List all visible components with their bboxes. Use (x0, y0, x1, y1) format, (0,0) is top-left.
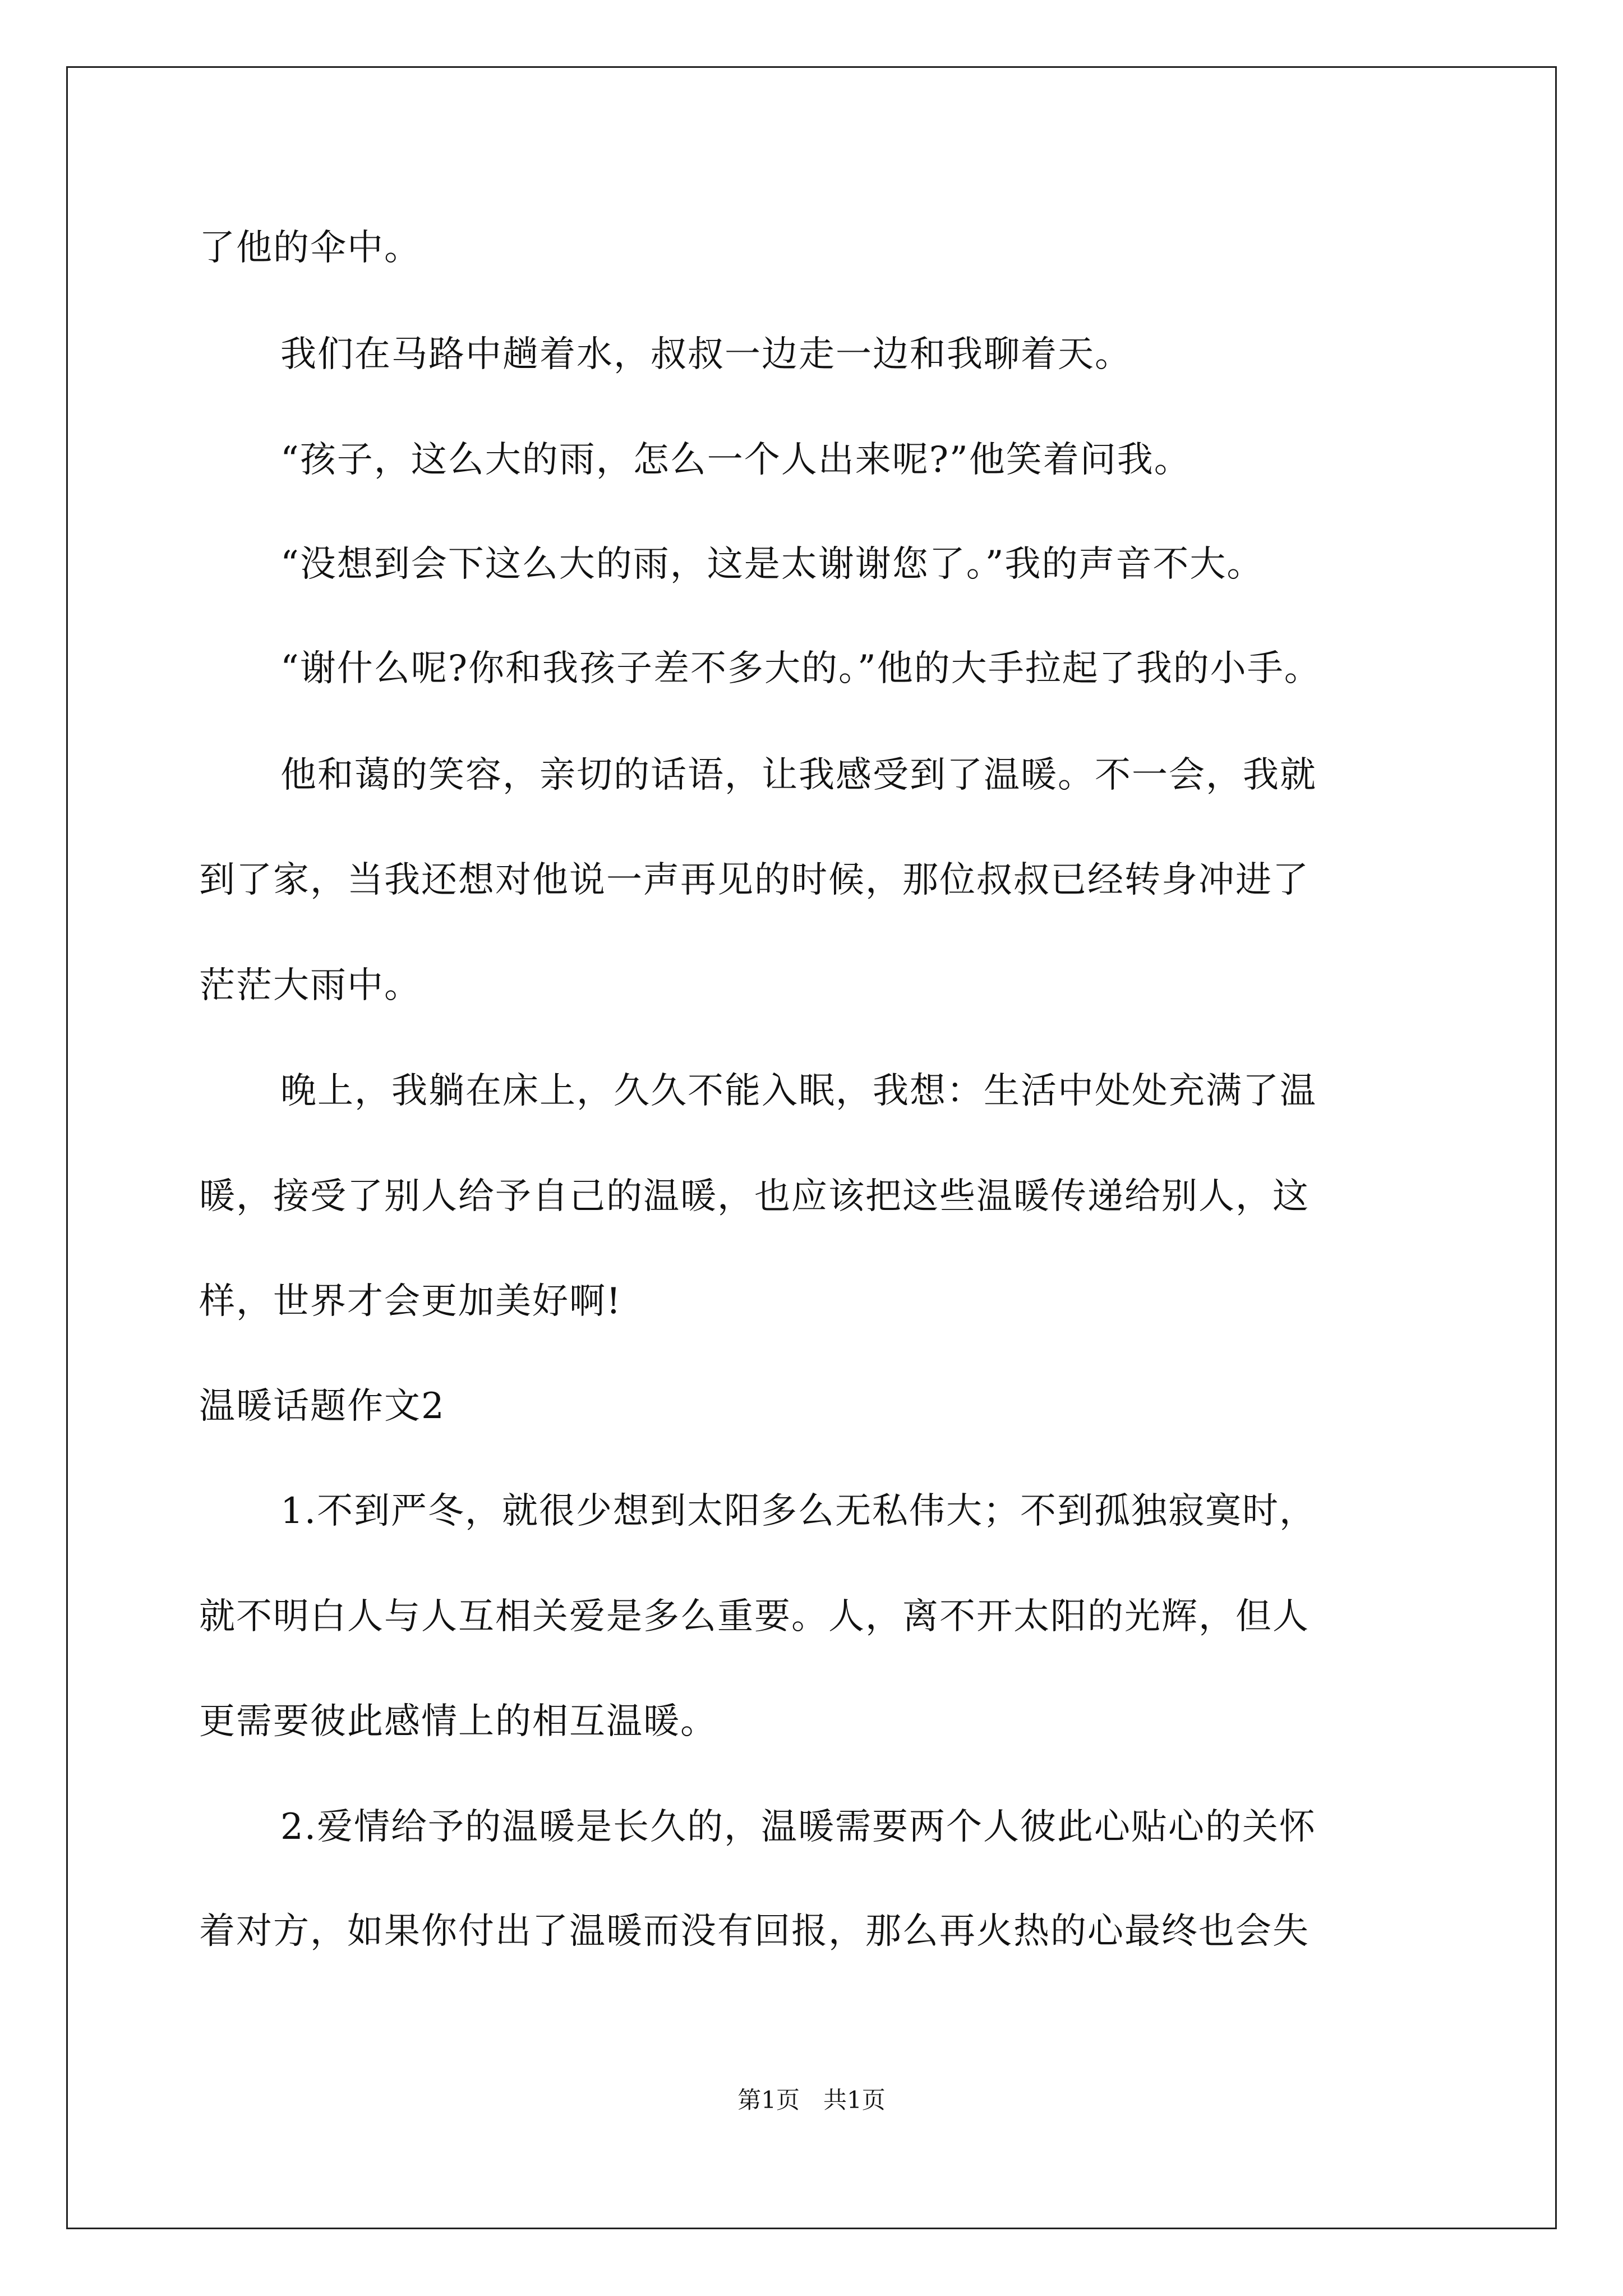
body-line: 我们在马路中趟着水，叔叔一边走一边和我聊着天。 (280, 334, 1132, 375)
body-line: 就不明白人与人互相关爱是多么重要。人，离不开太阳的光辉，但人 (199, 1596, 1310, 1637)
body-line: 着对方，如果你付出了温暖而没有回报，那么再火热的心最终也会失 (199, 1911, 1310, 1952)
body-line: 更需要彼此感情上的相互温暖。 (199, 1701, 717, 1742)
body-line: 他和蔼的笑容，亲切的话语，让我感受到了温暖。不一会，我就 (280, 754, 1317, 796)
body-line: “没想到会下这么大的雨，这是太谢谢您了。”我的声音不大。 (280, 544, 1264, 585)
body-line: 2.爱情给予的温暖是长久的，温暖需要两个人彼此心贴心的关怀 (280, 1806, 1317, 1848)
body-line: “孩子，这么大的雨，怎么一个人出来呢?”他笑着问我。 (280, 439, 1191, 481)
body-line: 晚上，我躺在床上，久久不能入眠，我想：生活中处处充满了温 (280, 1070, 1317, 1112)
body-line: 样，世界才会更加美好啊! (199, 1281, 622, 1322)
body-line: 到了家，当我还想对他说一声再见的时候，那位叔叔已经转身冲进了 (199, 859, 1310, 901)
page-border (66, 66, 1557, 2229)
body-line: 茫茫大雨中。 (199, 965, 421, 1006)
body-line: 暖，接受了别人给予自己的温暖，也应该把这些温暖传递给别人，这 (199, 1176, 1310, 1217)
body-line: “谢什么呢?你和我孩子差不多大的。”他的大手拉起了我的小手。 (280, 648, 1321, 689)
body-line: 1.不到严冬，就很少想到太阳多么无私伟大；不到孤独寂寞时， (280, 1490, 1317, 1532)
body-line: 了他的伞中。 (199, 227, 421, 269)
page-footer: 第1页 共1页 (737, 2086, 886, 2114)
section-heading: 温暖话题作文2 (199, 1386, 445, 1427)
